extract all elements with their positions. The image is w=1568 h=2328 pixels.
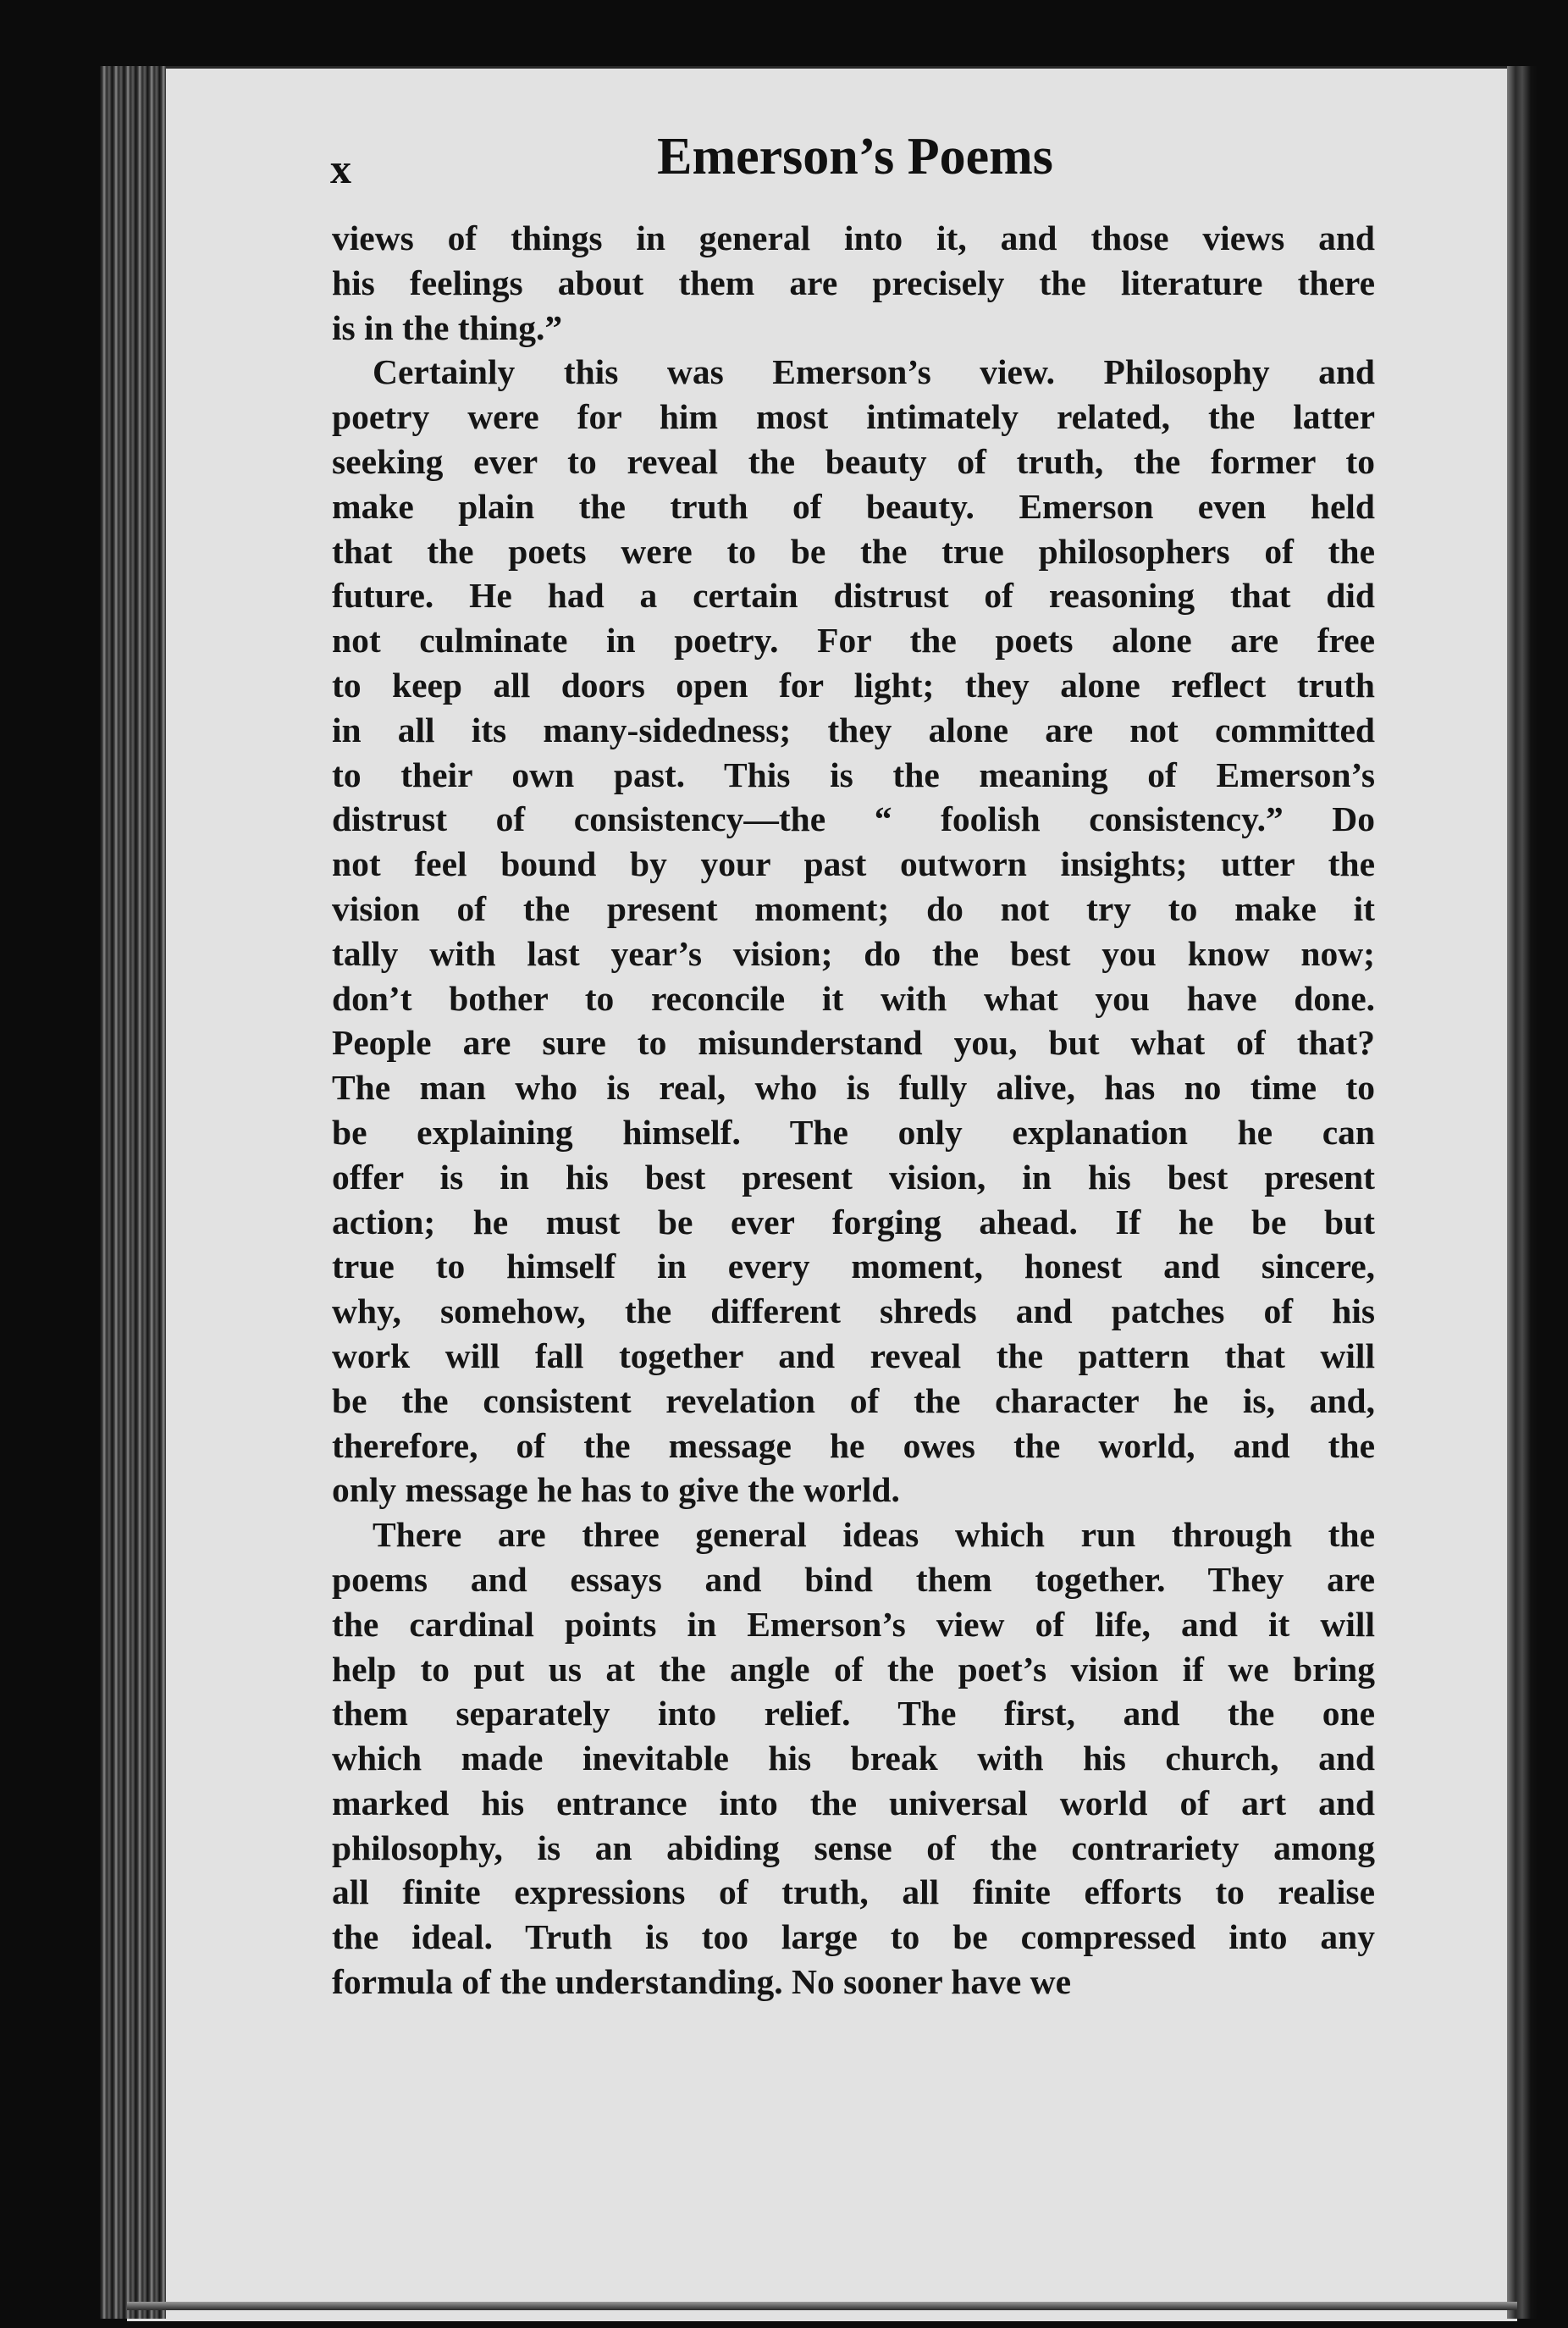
text-line: work will fall together and reveal the pattern that will bbox=[332, 1335, 1375, 1375]
text-line: philosophy, is an abiding sense of the contrariety among bbox=[332, 1828, 1375, 1867]
text-line: Certainly this was Emerson’s view. Philosophy and bbox=[373, 352, 1375, 392]
page-bottom-edge bbox=[127, 2302, 1517, 2310]
text-line: is in the thing.” bbox=[332, 307, 563, 347]
text-line: action; he must be ever forging ahead. If he be but bbox=[332, 1202, 1375, 1241]
text-line: poems and essays and bind them together. They are bbox=[332, 1559, 1375, 1599]
text-line: There are three general ideas which run through the bbox=[373, 1515, 1375, 1555]
text-line: views of things in general into it, and those views and bbox=[332, 218, 1375, 257]
text-line: the cardinal points in Emerson’s view of life, and it will bbox=[332, 1604, 1375, 1644]
text-line: formula of the understanding. No sooner have we bbox=[332, 1962, 1072, 2002]
text-line: only message he has to give the world. bbox=[332, 1470, 900, 1510]
text-line: which made inevitable his break with his church, and bbox=[332, 1739, 1375, 1778]
text-line: seeking ever to reveal the beauty of truth, the former to bbox=[332, 441, 1375, 481]
text-line: tally with last year’s vision; do the best you know now; bbox=[332, 933, 1375, 973]
text-line: that the poets were to be the true philosophers of the bbox=[332, 531, 1375, 571]
text-line: marked his entrance into the universal world of art and bbox=[332, 1783, 1375, 1822]
text-line: them separately into relief. The first, and the one bbox=[332, 1694, 1375, 1734]
paragraph bbox=[332, 1512, 1375, 2005]
text-line: in all its many-sidedness; they alone are not committed bbox=[332, 710, 1375, 749]
text-line: the ideal. Truth is too large to be compressed into any bbox=[332, 1917, 1375, 1957]
text-line: be explaining himself. The only explanation he can bbox=[332, 1112, 1375, 1152]
text-line: The man who is real, who is fully alive, has no time to bbox=[332, 1068, 1375, 1108]
text-line: offer is in his best present vision, in his best present bbox=[332, 1157, 1375, 1197]
body-text bbox=[332, 216, 1375, 2005]
text-line: all finite expressions of truth, all finite efforts to realise bbox=[332, 1872, 1375, 1912]
text-line: vision of the present moment; do not try to make it bbox=[332, 888, 1375, 928]
text-line: don’t bother to reconcile it with what you have done. bbox=[332, 978, 1375, 1018]
text-line: help to put us at the angle of the poet’s vision if we bring bbox=[332, 1649, 1375, 1689]
text-line: not culminate in poetry. For the poets alone are free bbox=[332, 621, 1375, 661]
text-line: not feel bound by your past outworn insights; utter the bbox=[332, 844, 1375, 884]
page-number: x bbox=[330, 145, 351, 192]
text-line: poetry were for him most intimately related, the latter bbox=[332, 397, 1375, 437]
page-header bbox=[330, 127, 1380, 203]
text-line: to keep all doors open for light; they alone reflect truth bbox=[332, 665, 1375, 705]
text-line: be the consistent revelation of the character he is, and, bbox=[332, 1380, 1375, 1420]
paragraph bbox=[332, 350, 1375, 1512]
running-title: Emerson’s Poems bbox=[657, 128, 1053, 185]
text-line: make plain the truth of beauty. Emerson even held bbox=[332, 486, 1375, 526]
text-line: why, somehow, the different shreds and patches of his bbox=[332, 1291, 1375, 1331]
text-line: therefore, of the message he owes the world, and the bbox=[332, 1425, 1375, 1465]
text-line: distrust of consistency—the “ foolish consistency.” Do bbox=[332, 799, 1375, 839]
paragraph bbox=[332, 216, 1375, 350]
text-line: to their own past. This is the meaning of Emerson’s bbox=[332, 755, 1375, 794]
text-line: his feelings about them are precisely the literature there bbox=[332, 263, 1375, 302]
text-line: true to himself in every moment, honest and sincere, bbox=[332, 1247, 1375, 1286]
page-binding-right-edge bbox=[1507, 66, 1538, 2319]
text-line: future. He had a certain distrust of reasoning that did bbox=[332, 576, 1375, 616]
text-line: People are sure to misunderstand you, but what of that? bbox=[332, 1023, 1375, 1063]
page-binding-left-edge bbox=[100, 66, 166, 2319]
